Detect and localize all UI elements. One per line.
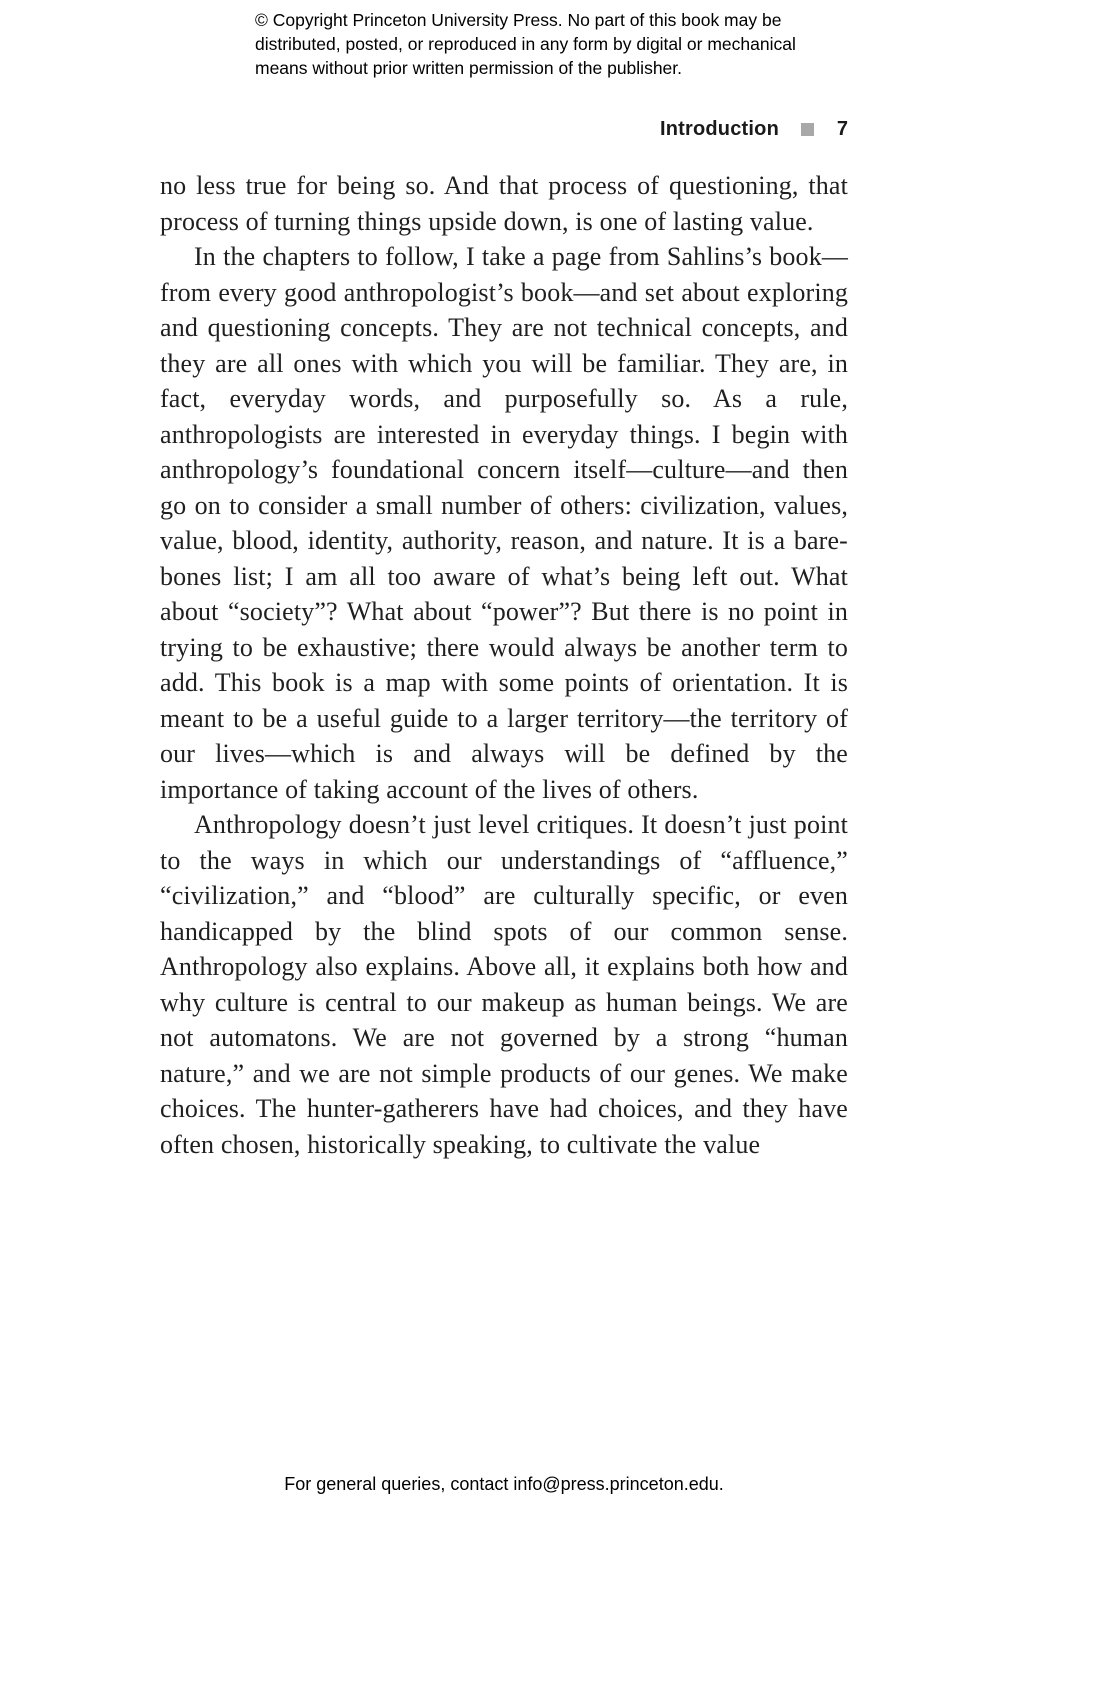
body-text-column	[160, 168, 848, 1162]
copyright-line-3: means without prior written permission of the publisher.	[255, 58, 683, 78]
footer-contact-text: For general queries, contact info@press.princeton.edu.	[284, 1474, 724, 1494]
paragraph: no less true for being so. And that process of questioning, that process of turning things upside down, is one of lasting value.	[160, 171, 848, 236]
square-marker-icon	[801, 123, 814, 136]
copyright-line-1: © Copyright Princeton University Press. No part of this book may be	[255, 10, 782, 30]
copyright-notice	[255, 8, 835, 80]
page-footer	[160, 1474, 848, 1495]
paragraph: In the chapters to follow, I take a page from Sahlins’s book—from every good anthropologist’s book—and set about exploring and questioning concepts. They are not technical concepts, and they are all ones with which you will be familiar. They are, in fact, everyday words, and purposefully so. As a rule, anthropologists are interested in everyday things. I begin with anthropology’s foundational concern itself—culture—and then go on to consider a small number of others: civilization, values, value, blood, identity, authority, reason, and nature. It is a bare-bones list; I am all too aware of what’s being left out. What about “society”? What about “power”? But there is no point in trying to be exhaustive; there would always be another term to add. This book is a map with some points of orientation. It is meant to be a useful guide to a larger territory—the territory of our lives—which is and always will be defined by the importance of taking account of the lives of others.	[160, 242, 848, 804]
paragraph: Anthropology doesn’t just level critiques. It doesn’t just point to the ways in which our understandings of “affluence,” “civilization,” and “blood” are culturally specific, or even handicapped by the blind spots of our common sense. Anthropology also explains. Above all, it explains both how and why culture is central to our makeup as human beings. We are not automatons. We are not governed by a strong “human nature,” and we are not simple products of our genes. We make choices. The hunter-gatherers have had choices, and they have often chosen, historically speaking, to cultivate the value	[160, 810, 848, 1159]
running-header	[160, 118, 848, 141]
page-number: 7	[836, 118, 848, 140]
section-title: Introduction	[659, 118, 779, 140]
copyright-line-2: distributed, posted, or reproduced in any form by digital or mechanical	[255, 34, 796, 54]
